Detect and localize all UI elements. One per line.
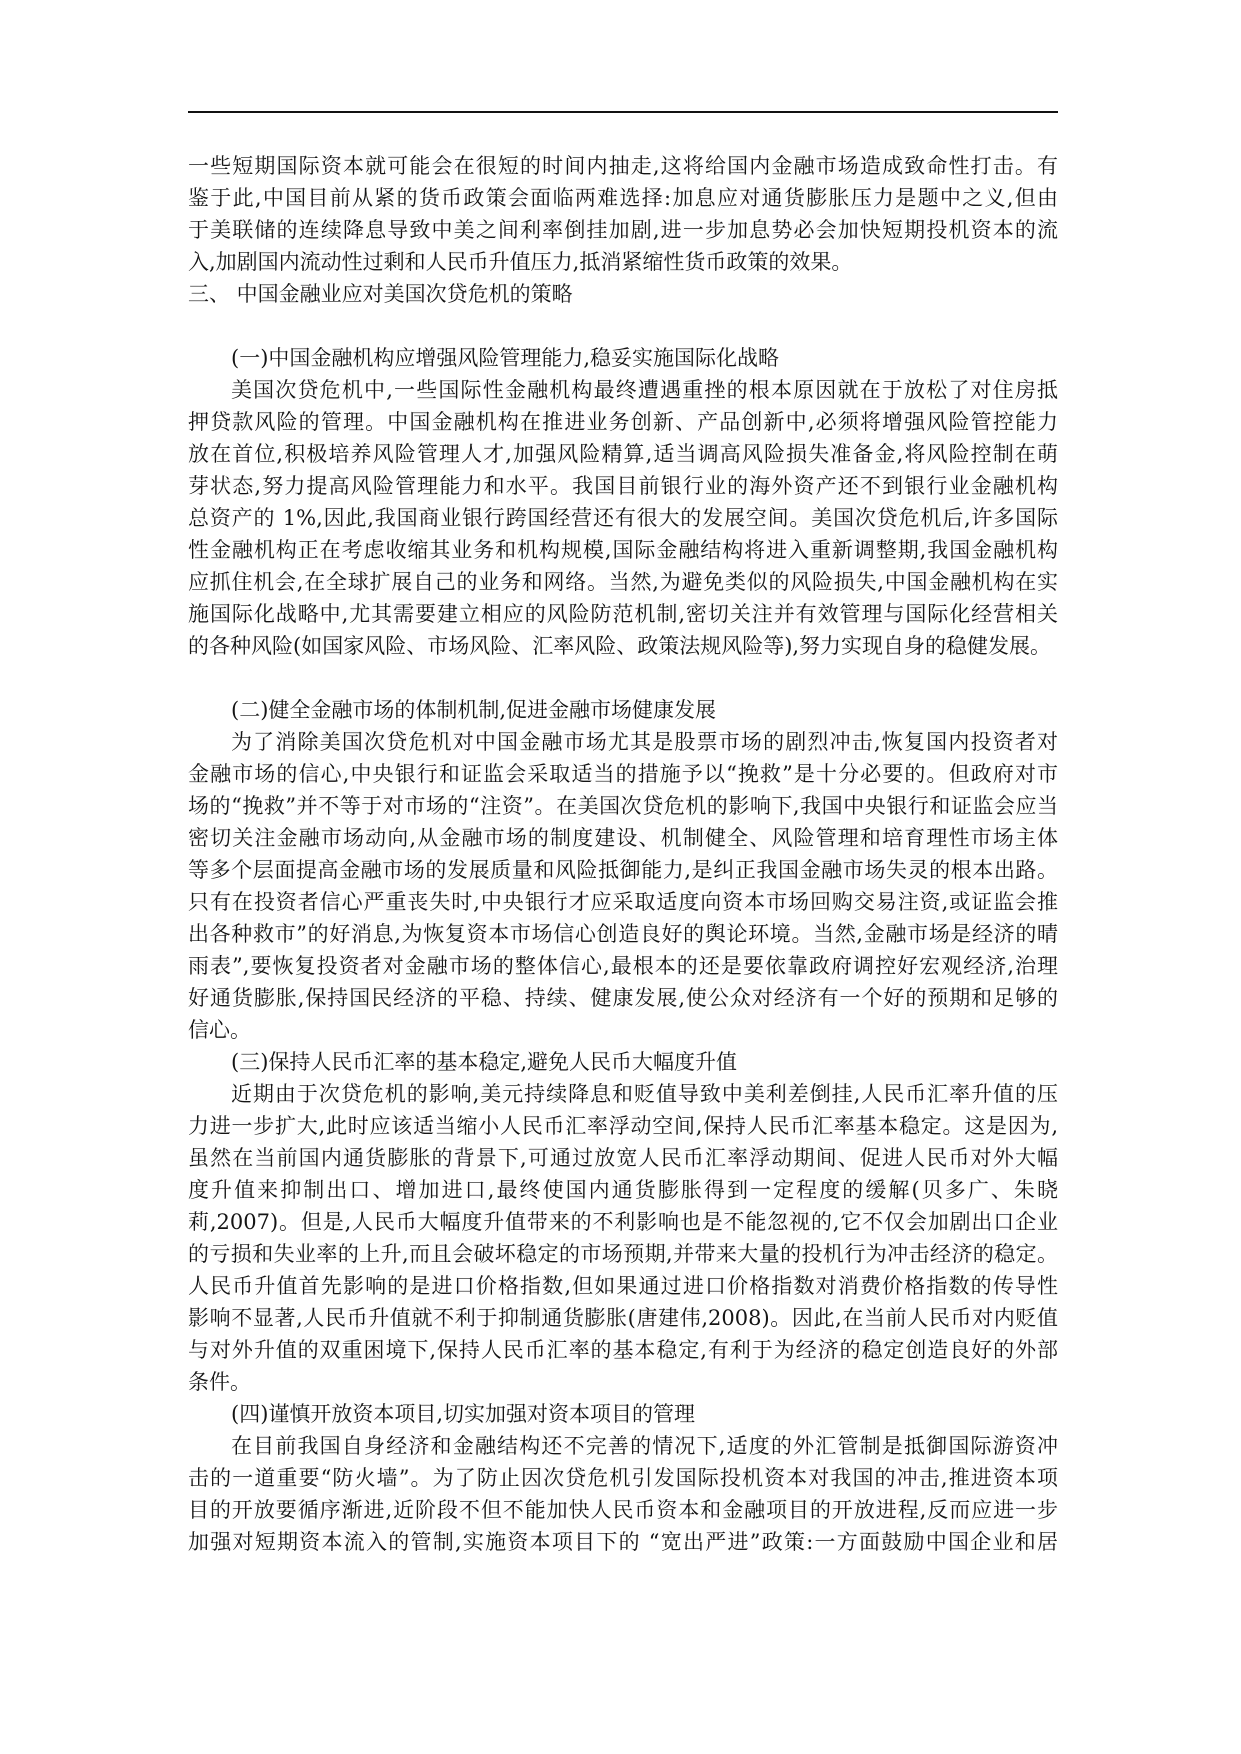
blank-line [188, 310, 1058, 342]
body-line: 影响不显著,人民币升值就不利于抑制通货膨胀(唐建伟,2008)。因此,在当前人民币对内贬值 [188, 1306, 1058, 1330]
body-line: 近期由于次贷危机的影响,美元持续降息和贬值导致中美利差倒挂,人民币汇率升值的压 [231, 1082, 1058, 1106]
section-heading: 三、 中国金融业应对美国次贷危机的策略 [188, 282, 573, 306]
body-line: 为了消除美国次贷危机对中国金融市场尤其是股票市场的剧烈冲击,恢复国内投资者对 [231, 730, 1058, 754]
body-line: 一些短期国际资本就可能会在很短的时间内抽走,这将给国内金融市场造成致命性打击。有 [188, 154, 1058, 178]
body-line: 条件。 [188, 1370, 251, 1394]
body-line: 的亏损和失业率的上升,而且会破坏稳定的市场预期,并带来大量的投机行为冲击经济的稳定。 [188, 1242, 1058, 1266]
body-line: 只有在投资者信心严重丧失时,中央银行才应采取适度向资本市场回购交易注资,或证监会推 [188, 890, 1058, 914]
body-line: 美国次贷危机中,一些国际性金融机构最终遭遇重挫的根本原因就在于放松了对住房抵 [231, 378, 1058, 402]
subsection-heading: (三)保持人民币汇率的基本稳定,避免人民币大幅度升值 [231, 1050, 738, 1074]
body-line: 入,加剧国内流动性过剩和人民币升值压力,抵消紧缩性货币政策的效果。 [188, 250, 853, 274]
body-line: 总资产的 1%,因此,我国商业银行跨国经营还有很大的发展空间。美国次贷危机后,许多国际 [188, 506, 1058, 530]
body-line: 鉴于此,中国目前从紧的货币政策会面临两难选择:加息应对通货膨胀压力是题中之义,但由 [188, 186, 1058, 210]
body-line: 目的开放要循序渐进,近阶段不但不能加快人民币资本和金融项目的开放进程,反而应进一步 [188, 1498, 1058, 1522]
body-line: 性金融机构正在考虑收缩其业务和机构规模,国际金融结构将进入重新调整期,我国金融机构 [188, 538, 1058, 562]
body-line: 放在首位,积极培养风险管理人才,加强风险精算,适当调高风险损失准备金,将风险控制在萌 [188, 442, 1058, 466]
body-line: 莉,2007)。但是,人民币大幅度升值带来的不利影响也是不能忽视的,它不仅会加剧出口企业 [188, 1210, 1058, 1234]
body-line: 出各种救市”的好消息,为恢复资本市场信心创造良好的舆论环境。当然,金融市场是经济的晴 [188, 922, 1058, 946]
body-line: 芽状态,努力提高风险管理能力和水平。我国目前银行业的海外资产还不到银行业金融机构 [188, 474, 1058, 498]
body-line: 施国际化战略中,尤其需要建立相应的风险防范机制,密切关注并有效管理与国际化经营相关 [188, 602, 1058, 626]
header-rule [188, 111, 1058, 113]
body-line: 等多个层面提高金融市场的发展质量和风险抵御能力,是纠正我国金融市场失灵的根本出路。 [188, 858, 1058, 882]
body-line: 加强对短期资本流入的管制,实施资本项目下的 “宽出严进”政策:一方面鼓励中国企业和居 [188, 1530, 1058, 1554]
body-line: 场的“挽救”并不等于对市场的“注资”。在美国次贷危机的影响下,我国中央银行和证监会应当 [188, 794, 1058, 818]
subsection-heading: (四)谨慎开放资本项目,切实加强对资本项目的管理 [231, 1402, 696, 1426]
body-line: 信心。 [188, 1018, 251, 1042]
body-line: 雨表”,要恢复投资者对金融市场的整体信心,最根本的还是要依靠政府调控好宏观经济,治理 [188, 954, 1058, 978]
body-line: 押贷款风险的管理。中国金融机构在推进业务创新、产品创新中,必须将增强风险管控能力 [188, 410, 1058, 434]
body-line: 度升值来抑制出口、增加进口,最终使国内通货膨胀得到一定程度的缓解(贝多广、朱晓 [188, 1178, 1058, 1202]
body-line: 于美联储的连续降息导致中美之间利率倒挂加剧,进一步加息势必会加快短期投机资本的流 [188, 218, 1058, 242]
body-line: 应抓住机会,在全球扩展自己的业务和网络。当然,为避免类似的风险损失,中国金融机构在实 [188, 570, 1058, 594]
body-line: 人民币升值首先影响的是进口价格指数,但如果通过进口价格指数对消费价格指数的传导性 [188, 1274, 1058, 1298]
body-line: 与对外升值的双重困境下,保持人民币汇率的基本稳定,有利于为经济的稳定创造良好的外部 [188, 1338, 1058, 1362]
body-line: 在目前我国自身经济和金融结构还不完善的情况下,适度的外汇管制是抵御国际游资冲 [231, 1434, 1058, 1458]
body-line: 虽然在当前国内通货膨胀的背景下,可通过放宽人民币汇率浮动期间、促进人民币对外大幅 [188, 1146, 1058, 1170]
body-line: 击的一道重要“防火墙”。为了防止因次贷危机引发国际投机资本对我国的冲击,推进资本项 [188, 1466, 1058, 1490]
body-line: 力进一步扩大,此时应该适当缩小人民币汇率浮动空间,保持人民币汇率基本稳定。这是因为, [188, 1114, 1058, 1138]
body-line: 好通货膨胀,保持国民经济的平稳、持续、健康发展,使公众对经济有一个好的预期和足够的 [188, 986, 1058, 1010]
body-line: 密切关注金融市场动向,从金融市场的制度建设、机制健全、风险管理和培育理性市场主体 [188, 826, 1058, 850]
subsection-heading: (二)健全金融市场的体制机制,促进金融市场健康发展 [231, 698, 717, 722]
blank-line [188, 662, 1058, 694]
subsection-heading: (一)中国金融机构应增强风险管理能力,稳妥实施国际化战略 [231, 346, 780, 370]
body-line: 金融市场的信心,中央银行和证监会采取适当的措施予以“挽救”是十分必要的。但政府对市 [188, 762, 1058, 786]
body-line: 的各种风险(如国家风险、市场风险、汇率风险、政策法规风险等),努力实现自身的稳健发展。 [188, 634, 1052, 658]
document-body [188, 150, 1058, 1558]
